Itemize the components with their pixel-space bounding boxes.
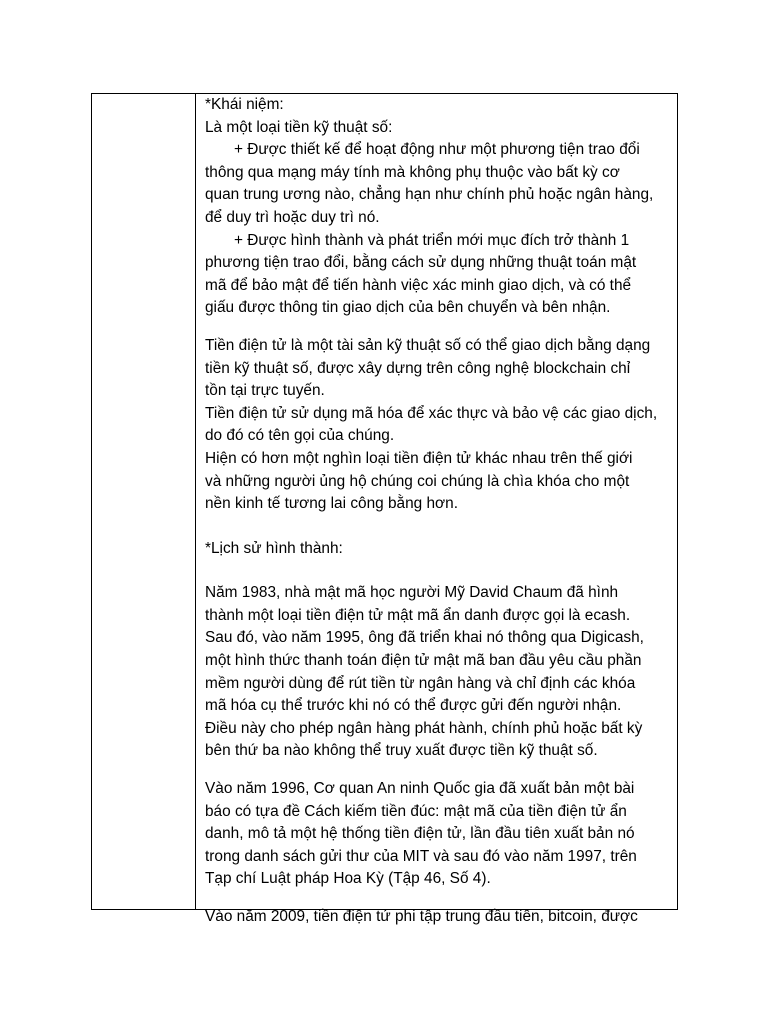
spacer (205, 320, 671, 335)
paragraph-line: và những người ủng hộ chúng coi chúng là chìa khóa cho một (205, 472, 630, 490)
paragraph-line: danh, mô tả một hệ thống tiền điện tử, lần đầu tiên xuất bản nó (205, 825, 635, 843)
table-content-cell (196, 94, 677, 925)
paragraph-line: mềm người dùng để rút tiền từ ngân hàng và chỉ định các khóa (205, 674, 636, 692)
concept-intro: Là một loại tiền kỹ thuật số: (205, 118, 393, 136)
paragraph-line: Tiền điện tử là một tài sản kỹ thuật số có thể giao dịch bằng dạng (205, 336, 651, 354)
paragraph-line: tồn tại trực tuyến. (205, 382, 325, 400)
paragraph-line: một hình thức thanh toán điện tử mật mã ban đầu yêu cầu phần (205, 652, 642, 670)
history-heading: *Lịch sử hình thành: (205, 539, 343, 557)
definition-paragraph (205, 335, 671, 516)
paragraph-line: bên thứ ba nào không thể truy xuất được tiền kỹ thuật số. (205, 742, 598, 760)
spacer (205, 891, 671, 906)
paragraph-line: Tạp chí Luật pháp Hoa Kỳ (Tập 46, Số 4). (205, 870, 491, 888)
paragraph-line: + Được thiết kế để hoạt động như một phương tiện trao đổi (234, 141, 640, 159)
spacer (205, 516, 671, 538)
paragraph-line: phương tiện trao đổi, bằng cách sử dụng những thuật toán mật (205, 254, 637, 272)
paragraph-line: Vào năm 1996, Cơ quan An ninh Quốc gia đã xuất bản một bài (205, 780, 635, 798)
paragraph-line: Tiền điện tử sử dụng mã hóa để xác thực và bảo vệ các giao dịch, (205, 404, 658, 422)
paragraph-line: Vào năm 2009, tiền điện tử phi tập trung đầu tiên, bitcoin, được (205, 908, 638, 925)
concept-point-2 (205, 230, 671, 320)
paragraph-line: mã để bảo mật để tiến hành việc xác minh giao dịch, và có thể (205, 276, 632, 294)
paragraph-line: Sau đó, vào năm 1995, ông đã triển khai nó thông qua Digicash, (205, 629, 644, 647)
paragraph-line: giấu được thông tin giao dịch của bên chuyển và bên nhận. (205, 299, 611, 317)
paragraph-line: báo có tựa đề Cách kiếm tiền đúc: mật mã của tiền điện tử ẩn (205, 802, 627, 820)
history-paragraph-3 (205, 906, 671, 929)
concept-point-1 (205, 139, 671, 229)
paragraph-line: để duy trì hoặc duy trì nó. (205, 208, 380, 226)
paragraph-line: Hiện có hơn một nghìn loại tiền điện tử khác nhau trên thế giới (205, 449, 633, 467)
paragraph-line: Điều này cho phép ngân hàng phát hành, chính phủ hoặc bất kỳ (205, 719, 643, 737)
paragraph-line: thành một loại tiền điện tử mật mã ẩn danh được gọi là ecash. (205, 606, 631, 624)
concept-heading: *Khái niệm: (205, 96, 284, 113)
history-paragraph-2 (205, 778, 671, 891)
paragraph-line: mã hóa cụ thể trước khi nó có thể được gửi đến người nhận. (205, 697, 622, 715)
paragraph-line: nền kinh tế tương lai công bằng hơn. (205, 495, 458, 513)
document-table (91, 93, 678, 925)
paragraph-line: quan trung ương nào, chẳng hạn như chính phủ hoặc ngân hàng, (205, 186, 654, 204)
spacer (205, 560, 671, 582)
paragraph-line: thông qua mạng máy tính mà không phụ thuộc vào bất kỳ cơ (205, 163, 620, 181)
paragraph-line: + Được hình thành và phát triển mới mục đích trở thành 1 (234, 231, 630, 249)
paragraph-line: tiền kỹ thuật số, được xây dựng trên công nghệ blockchain chỉ (205, 359, 631, 377)
paragraph-line: Năm 1983, nhà mật mã học người Mỹ David Chaum đã hình (205, 584, 619, 602)
table-left-cell (92, 94, 196, 909)
spacer (205, 763, 671, 778)
history-paragraph-1 (205, 582, 671, 763)
paragraph-line: do đó có tên gọi của chúng. (205, 427, 395, 445)
paragraph-line: trong danh sách gửi thư của MIT và sau đó vào năm 1997, trên (205, 847, 637, 865)
